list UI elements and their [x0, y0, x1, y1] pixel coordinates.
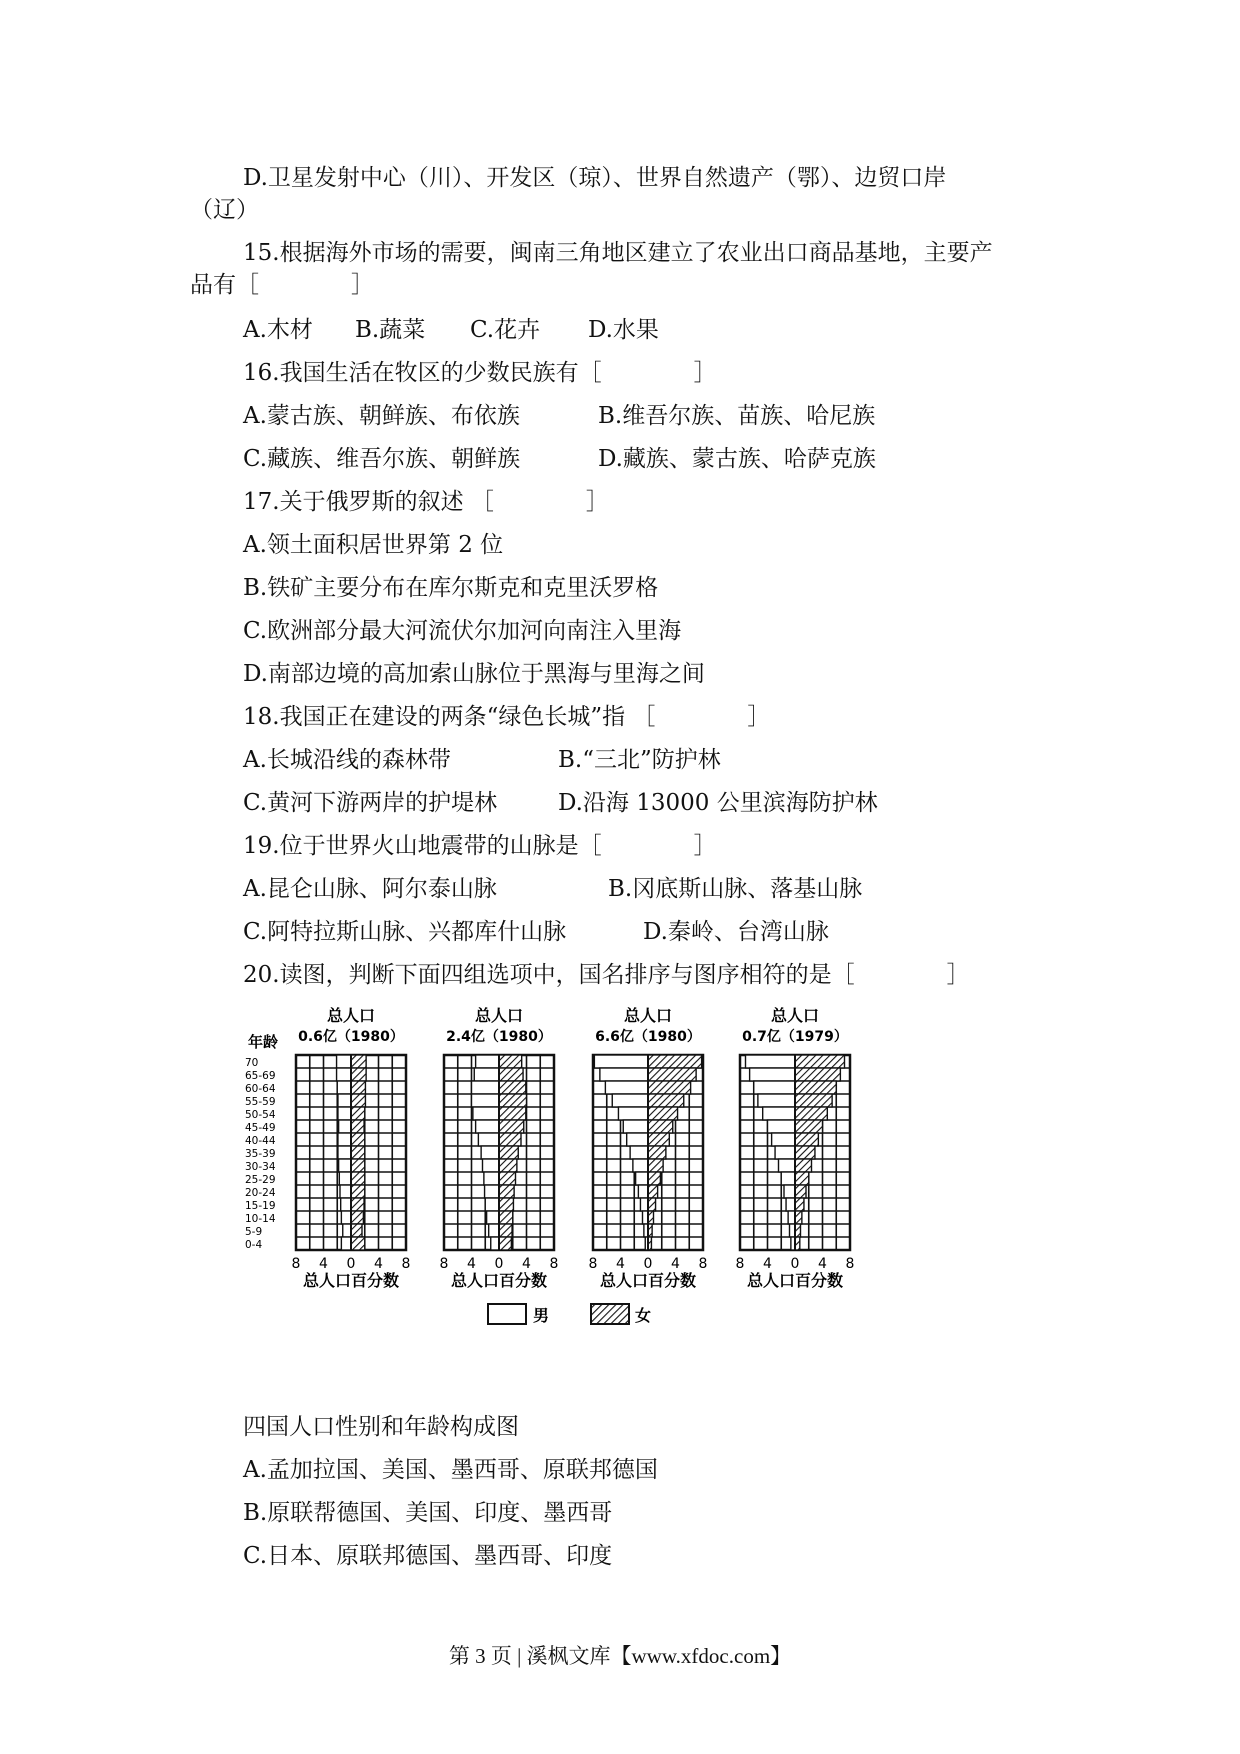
q20-stem: 20.读图，判断下面四组选项中，国名排序与图序相符的是［ ］	[243, 962, 970, 988]
male-bar	[337, 1081, 351, 1094]
q15-stem-line2: 品有［ ］	[190, 272, 374, 298]
x-tick-label: 0	[346, 1256, 356, 1272]
q15-option-b: B.蔬菜	[355, 317, 426, 343]
male-bar	[640, 1198, 648, 1211]
x-tick-label: 4	[374, 1256, 383, 1272]
age-group-label: 70	[245, 1057, 259, 1069]
male-bar	[339, 1159, 351, 1172]
female-bar	[351, 1211, 363, 1224]
male-bar	[485, 1185, 499, 1198]
x-tick-label: 4	[763, 1256, 772, 1272]
male-bar	[758, 1094, 795, 1107]
female-bar	[351, 1146, 365, 1159]
male-bar	[487, 1211, 499, 1224]
male-bar	[779, 1159, 796, 1172]
male-bar	[483, 1159, 500, 1172]
x-axis-label: 总人口百分数	[450, 1271, 548, 1290]
female-bar	[499, 1094, 527, 1107]
legend-female-label: 女	[635, 1306, 652, 1325]
figure-caption: 四国人口性别和年龄构成图	[243, 1414, 519, 1440]
pyramid-title: 总人口	[770, 1006, 820, 1025]
x-tick-label: 0	[494, 1256, 504, 1272]
age-group-label: 0-4	[245, 1239, 263, 1251]
male-bar	[476, 1120, 499, 1133]
female-bar	[499, 1120, 524, 1133]
q18-option-d: D.沿海 13000 公里滨海防护林	[558, 790, 878, 816]
q17-option-b: B.铁矿主要分布在库尔斯克和克里沃罗格	[243, 575, 659, 601]
male-bar	[786, 1198, 795, 1211]
x-tick-label: 4	[319, 1256, 328, 1272]
female-bar	[499, 1081, 526, 1094]
male-bar	[339, 1120, 351, 1133]
x-tick-label: 0	[643, 1256, 653, 1272]
age-group-label: 60-64	[245, 1083, 276, 1095]
legend-male-swatch	[488, 1304, 526, 1324]
x-tick-label: 8	[698, 1256, 708, 1272]
population-pyramid-figure	[243, 1005, 883, 1370]
male-bar	[633, 1159, 648, 1172]
q17-stem: 17.关于俄罗斯的叙述 ［ ］	[243, 489, 609, 515]
male-bar	[754, 1081, 795, 1094]
male-bar	[600, 1068, 648, 1081]
male-bar	[341, 1211, 351, 1224]
female-bar	[648, 1146, 666, 1159]
q19-options-ab	[243, 874, 862, 904]
x-tick-label: 4	[818, 1256, 827, 1272]
x-tick-label: 0	[790, 1256, 800, 1272]
age-group-label: 25-29	[245, 1174, 276, 1186]
male-bar	[473, 1107, 499, 1120]
age-group-label: 5-9	[245, 1226, 263, 1238]
female-bar	[648, 1172, 660, 1185]
male-bar	[781, 1172, 795, 1185]
q17-option-a: A.领土面积居世界第 2 位	[243, 532, 504, 558]
female-bar	[499, 1224, 512, 1237]
legend-male-label: 男	[533, 1306, 550, 1325]
pyramid-title: 总人口	[474, 1006, 524, 1025]
age-group-label: 30-34	[245, 1161, 276, 1173]
x-axis-label: 总人口百分数	[746, 1271, 844, 1290]
male-bar	[612, 1094, 648, 1107]
x-tick-label: 4	[671, 1256, 680, 1272]
age-group-label: 10-14	[245, 1213, 276, 1225]
female-bar	[795, 1068, 840, 1081]
female-bar	[648, 1094, 684, 1107]
female-bar	[351, 1068, 366, 1081]
female-bar	[351, 1133, 365, 1146]
population-pyramids	[243, 1005, 883, 1370]
male-bar	[338, 1094, 351, 1107]
x-tick-label: 8	[549, 1256, 559, 1272]
q20-option-b: B.原联帮德国、美国、印度、墨西哥	[243, 1500, 613, 1526]
female-bar	[795, 1133, 818, 1146]
q16-option-d: D.藏族、蒙古族、哈萨克族	[598, 446, 876, 472]
female-bar	[499, 1159, 517, 1172]
male-bar	[481, 1146, 499, 1159]
male-bar	[341, 1198, 351, 1211]
male-bar	[339, 1172, 351, 1185]
male-bar	[772, 1133, 795, 1146]
female-bar	[351, 1107, 365, 1120]
q18-option-c: C.黄河下游两岸的护堤林	[243, 790, 498, 816]
female-bar	[648, 1120, 673, 1133]
q19-options-cd	[243, 917, 829, 947]
male-bar	[594, 1055, 648, 1068]
male-bar	[338, 1107, 351, 1120]
male-bar	[630, 1146, 648, 1159]
female-bar	[795, 1094, 832, 1107]
female-bar	[499, 1172, 516, 1185]
age-group-label: 65-69	[245, 1070, 276, 1082]
q16-options-ab	[243, 401, 875, 431]
q17-option-c: C.欧洲部分最大河流伏尔加河向南注入里海	[243, 618, 682, 644]
q18-options-cd	[243, 788, 878, 818]
female-bar	[648, 1055, 702, 1068]
age-group-label: 50-54	[245, 1109, 276, 1121]
x-tick-label: 8	[588, 1256, 598, 1272]
female-bar	[648, 1068, 696, 1081]
male-bar	[750, 1068, 795, 1081]
age-group-label: 35-39	[245, 1148, 276, 1160]
male-bar	[343, 1224, 351, 1237]
female-bar	[351, 1172, 365, 1185]
age-group-label: 45-49	[245, 1122, 276, 1134]
female-bar	[795, 1120, 823, 1133]
female-bar	[795, 1055, 845, 1068]
male-bar	[485, 1198, 499, 1211]
male-bar	[489, 1224, 499, 1237]
female-bar	[795, 1172, 809, 1185]
female-bar	[795, 1198, 804, 1211]
male-bar	[474, 1068, 499, 1081]
male-bar	[341, 1237, 351, 1250]
male-bar	[623, 1120, 648, 1133]
male-bar	[636, 1172, 648, 1185]
x-tick-label: 8	[401, 1256, 411, 1272]
female-bar	[648, 1081, 691, 1094]
q16-option-b: B.维吾尔族、苗族、哈尼族	[598, 403, 876, 429]
male-bar	[788, 1211, 795, 1224]
pyramid-title: 总人口	[326, 1006, 376, 1025]
q15-option-c: C.花卉	[470, 317, 541, 343]
male-bar	[338, 1133, 351, 1146]
female-bar	[351, 1055, 366, 1068]
q15-stem-line1: 15.根据海外市场的需要，闽南三角地区建立了农业出口商品基地，主要产	[243, 240, 993, 266]
female-bar	[499, 1055, 522, 1068]
male-bar	[775, 1146, 795, 1159]
x-tick-label: 8	[735, 1256, 745, 1272]
male-bar	[472, 1094, 500, 1107]
male-bar	[627, 1133, 648, 1146]
female-bar	[351, 1159, 365, 1172]
male-bar	[337, 1055, 351, 1068]
q19-option-d: D.秦岭、台湾山脉	[643, 919, 829, 945]
male-bar	[605, 1081, 648, 1094]
female-bar	[499, 1211, 513, 1224]
pyramid-subtitle: 2.4亿（1980）	[446, 1029, 552, 1045]
page-footer: 第 3 页 | 溪枫文库【www.xfdoc.com】	[448, 1644, 792, 1668]
q14-option-d-line1: D.卫星发射中心（川）、开发区（琼）、世界自然遗产（鄂）、边贸口岸	[243, 165, 947, 191]
female-bar	[351, 1237, 365, 1250]
age-group-label: 15-19	[245, 1200, 276, 1212]
q16-stem: 16.我国生活在牧区的少数民族有［ ］	[243, 360, 717, 386]
female-bar	[499, 1146, 518, 1159]
q16-option-c: C.藏族、维吾尔族、朝鲜族	[243, 446, 521, 472]
female-bar	[351, 1094, 365, 1107]
x-tick-label: 8	[845, 1256, 855, 1272]
pyramid-subtitle: 6.6亿（1980）	[595, 1029, 701, 1045]
male-bar	[337, 1068, 351, 1081]
x-tick-label: 8	[439, 1256, 449, 1272]
female-bar	[499, 1133, 521, 1146]
q18-options-ab	[243, 745, 721, 775]
q18-option-a: A.长城沿线的森林带	[243, 747, 451, 773]
male-bar	[338, 1146, 351, 1159]
age-group-label: 55-59	[245, 1096, 276, 1108]
age-group-label: 40-44	[245, 1135, 276, 1147]
male-bar	[746, 1055, 796, 1068]
female-bar	[648, 1107, 678, 1120]
male-bar	[638, 1185, 648, 1198]
q15-option-d: D.水果	[588, 317, 659, 343]
female-bar	[499, 1237, 511, 1250]
male-bar	[478, 1133, 499, 1146]
male-bar	[784, 1185, 795, 1198]
female-bar	[351, 1185, 365, 1198]
q20-option-a: A.孟加拉国、美国、墨西哥、原联邦德国	[243, 1457, 658, 1483]
q20-option-c: C.日本、原联邦德国、墨西哥、印度	[243, 1543, 613, 1569]
female-bar	[499, 1068, 523, 1081]
female-bar	[795, 1146, 815, 1159]
female-bar	[648, 1133, 669, 1146]
female-bar	[351, 1081, 365, 1094]
q15-option-a: A.木材	[243, 317, 313, 343]
age-group-label: 20-24	[245, 1187, 276, 1199]
q14-option-d-line2: （辽）	[190, 197, 259, 223]
x-tick-label: 8	[291, 1256, 301, 1272]
q15-options	[243, 315, 659, 345]
female-bar	[648, 1185, 658, 1198]
male-bar	[484, 1172, 499, 1185]
female-bar	[499, 1198, 513, 1211]
male-bar	[476, 1055, 499, 1068]
female-bar	[648, 1159, 663, 1172]
male-bar	[491, 1237, 499, 1250]
pyramid-subtitle: 0.7亿（1979）	[742, 1029, 848, 1045]
male-bar	[340, 1185, 351, 1198]
pyramid-subtitle: 0.6亿（1980）	[298, 1029, 404, 1045]
x-tick-label: 4	[467, 1256, 476, 1272]
male-bar	[768, 1120, 796, 1133]
female-bar	[795, 1081, 836, 1094]
female-bar	[351, 1120, 364, 1133]
female-bar	[351, 1224, 362, 1237]
male-bar	[763, 1107, 795, 1120]
pyramid-title: 总人口	[623, 1006, 673, 1025]
x-axis-label: 总人口百分数	[599, 1271, 697, 1290]
q19-option-c: C.阿特拉斯山脉、兴都库什山脉	[243, 919, 567, 945]
female-bar	[795, 1107, 827, 1120]
x-axis-label: 总人口百分数	[302, 1271, 400, 1290]
female-bar	[795, 1185, 806, 1198]
female-bar	[499, 1185, 514, 1198]
x-tick-label: 4	[616, 1256, 625, 1272]
q19-option-b: B.冈底斯山脉、落基山脉	[608, 876, 863, 902]
male-bar	[618, 1107, 648, 1120]
q16-options-cd	[243, 444, 876, 474]
male-bar	[472, 1081, 500, 1094]
age-axis-label: 年龄	[248, 1033, 279, 1051]
q17-option-d: D.南部边境的高加索山脉位于黑海与里海之间	[243, 661, 705, 687]
legend-female-swatch	[591, 1304, 629, 1324]
q19-stem: 19.位于世界火山地震带的山脉是［ ］	[243, 833, 717, 859]
female-bar	[499, 1107, 526, 1120]
x-tick-label: 4	[522, 1256, 531, 1272]
q18-stem: 18.我国正在建设的两条“绿色长城”指 ［ ］	[243, 704, 771, 730]
q18-option-b: B.“三北”防护林	[558, 747, 721, 773]
q19-option-a: A.昆仑山脉、阿尔泰山脉	[243, 876, 497, 902]
female-bar	[351, 1198, 364, 1211]
female-bar	[648, 1198, 656, 1211]
female-bar	[795, 1159, 812, 1172]
female-bar	[795, 1211, 802, 1224]
q16-option-a: A.蒙古族、朝鲜族、布依族	[243, 403, 520, 429]
